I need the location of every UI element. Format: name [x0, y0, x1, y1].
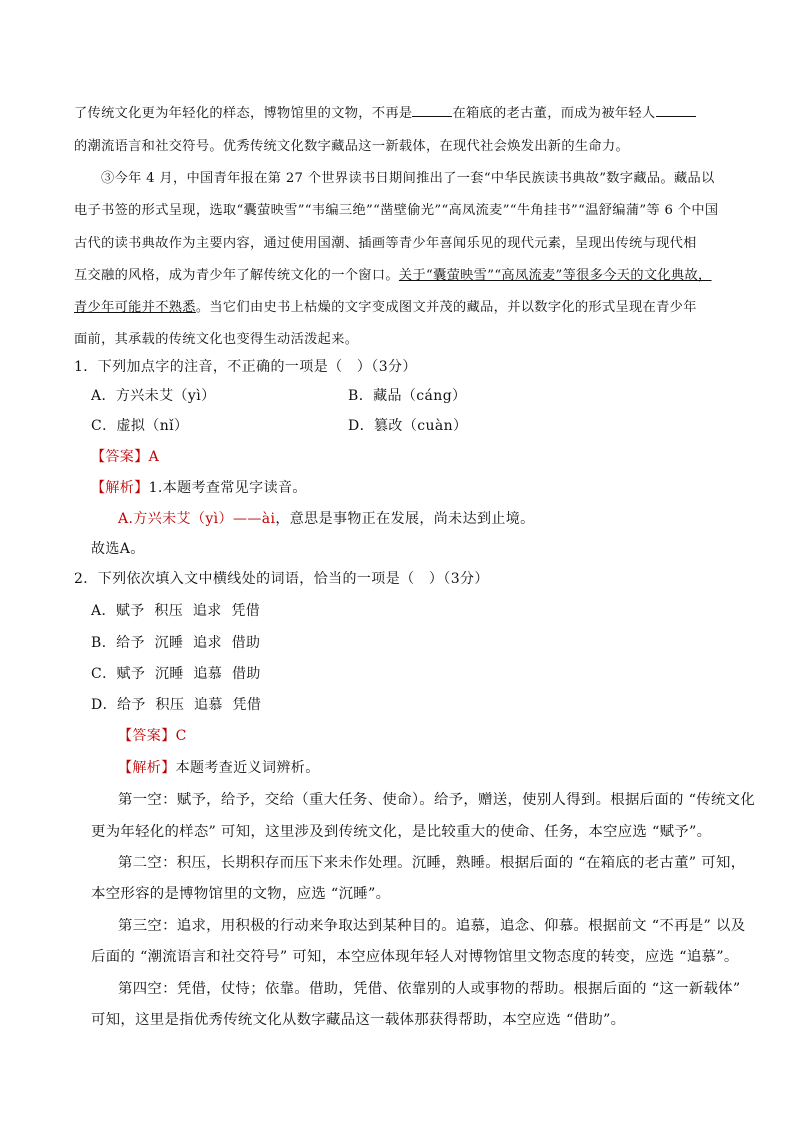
passage-line: 的潮流语言和社交符号。优秀传统文化数字藏品这一新载体，在现代社会焕发出新的生命力。: [74, 139, 630, 154]
q2-blank4-line2: 可知，这里是指优秀传统文化从数字藏品这一载体那获得帮助，本空应选 “借助”。: [91, 1012, 626, 1028]
passage-text: 了传统文化更为年轻化的样态，博物馆里的文物，不再是: [74, 106, 413, 121]
q2-blank2-line1: 第二空：积压，长期积存而压下来未作处理。沉睡，熟睡。根据后面的 “在箱底的老古董” 可知，: [118, 855, 746, 871]
q2-option-a: A．赋予 积压 追求 凭借: [91, 603, 261, 619]
passage-line: 古代的读书典故作为主要内容，通过使用国潮、插画等青少年喜闻乐见的现代元素，呈现出传统与现代相: [74, 236, 697, 251]
q1-conclusion: 故选A。: [91, 541, 145, 557]
detail-red-text: A.方兴未艾（yì）——ài: [118, 511, 276, 527]
answer-value: C: [175, 728, 187, 744]
q2-option-b: B．给予 沉睡 追求 借助: [91, 635, 261, 651]
answer-label: 【答案】: [91, 449, 149, 465]
passage-text: 互交融的风格，成为青少年了解传统文化的一个窗口。: [74, 268, 399, 283]
underlined-sentence: 青少年可能并不熟悉: [74, 300, 196, 315]
q1-analysis: [91, 477, 307, 497]
analysis-label: 【解析】: [118, 760, 176, 776]
answer-label: 【答案】: [118, 728, 176, 744]
passage-line: 面前，其承载的传统文化也变得生动活泼起来。: [74, 332, 359, 347]
analysis-text: 本题考查近义词辨析。: [175, 760, 320, 776]
fill-blank: [412, 104, 452, 117]
passage-line: [74, 296, 697, 315]
fill-blank: [656, 104, 696, 117]
q2-answer: [118, 725, 187, 745]
q2-option-d: D．给予 积压 追慕 凭借: [91, 697, 262, 713]
q2-blank3-line1: 第三空：追求，用积极的行动来争取达到某种目的。追慕，追念、仰慕。根据前文 “不再是” 以及: [118, 918, 746, 934]
question-2-stem: 2．下列依次填入文中横线处的词语，恰当的一项是（ ）（3分）: [74, 571, 489, 587]
q1-option-d: D．篡改（cuàn）: [348, 418, 468, 434]
q2-blank3-line2: 后面的 “潮流语言和社交符号” 可知，本空应体现年轻人对博物馆里文物态度的转变，应选 “追慕”。: [91, 949, 739, 965]
detail-text: ，意思是事物正在发展，尚未达到止境。: [275, 511, 535, 527]
passage-text: 在箱底的老古董，而成为被年轻人: [452, 106, 656, 121]
underlined-sentence: 关于“囊萤映雪”“高凤流麦”等很多今天的文化典故，: [398, 268, 712, 283]
q2-option-c: C．赋予 沉睡 追慕 借助: [91, 666, 261, 682]
passage-line: ③今年 4 月，中国青年报在第 27 个世界读书日期间推出了一套“中华民族读书典故”数字藏品。藏品以: [101, 171, 715, 186]
passage-line: [74, 264, 712, 283]
q1-detail: [118, 508, 535, 528]
q1-option-a: A．方兴未艾（yì）: [91, 388, 216, 404]
q1-answer: [91, 446, 159, 466]
analysis-label: 【解析】: [91, 480, 149, 496]
q1-option-c: C．虚拟（nǐ）: [91, 418, 189, 434]
analysis-text: 1.本题考查常见字读音。: [148, 480, 307, 496]
passage-line: [74, 102, 696, 121]
passage-line: 电子书签的形式呈现，选取“囊萤映雪”“韦编三绝”“凿壁偷光”“高凤流麦”“牛角挂书”“温舒编蒲”等 6 个中国: [74, 203, 719, 218]
q2-blank1-line1: 第一空：赋予，给予，交给（重大任务、使命）。给予，赠送，使别人得到。根据后面的 “传统文化: [118, 792, 756, 808]
q2-blank2-line2: 本空形容的是博物馆里的文物，应选 “沉睡”。: [91, 886, 391, 902]
question-1-stem: 1．下列加点字的注音，不正确的一项是（ ）（3分）: [74, 359, 417, 375]
answer-value: A: [148, 449, 160, 465]
q2-analysis: [118, 757, 320, 777]
q1-option-b: B．藏品（cáng）: [348, 388, 467, 404]
q2-blank1-line2: 更为年轻化的样态” 可知，这里涉及到传统文化，是比较重大的使命、任务，本空应选 “赋予”。: [91, 824, 712, 840]
passage-text: 。当它们由史书上枯燥的文字变成图文并茂的藏品，并以数字化的形式呈现在青少年: [195, 300, 697, 315]
q2-blank4-line1: 第四空：凭借，仗恃；依靠。借助，凭借、依靠别的人或事物的帮助。根据后面的 “这一新载体”: [118, 981, 741, 997]
